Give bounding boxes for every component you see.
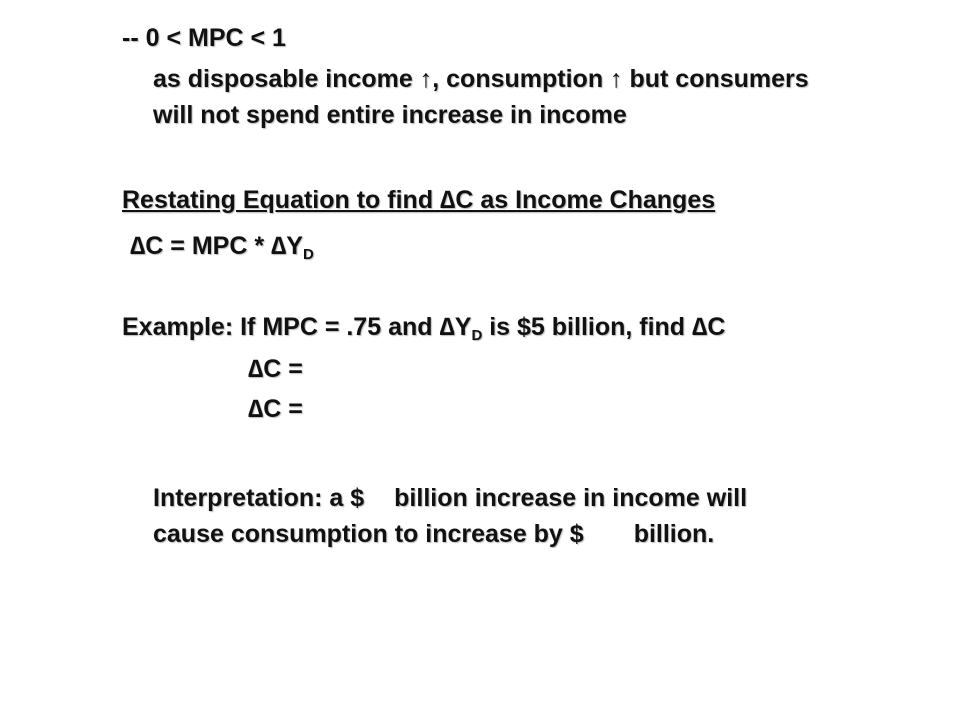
interpretation-part-2a: cause consumption to increase by $: [153, 520, 584, 548]
interpretation-part-1b: billion increase in income will: [394, 484, 748, 512]
equation-subscript: D: [303, 246, 314, 263]
interpretation-line-2: [153, 521, 714, 547]
explanation-line-2: will not spend entire increase in income: [153, 101, 627, 129]
delta-c-equation: [130, 232, 314, 263]
interpretation-part-1a: Interpretation: a $: [153, 484, 365, 512]
interpretation-line-1: [153, 485, 747, 511]
work-step-1: ∆C =: [248, 355, 303, 383]
equation-main: ∆C = MPC * ∆Y: [130, 232, 303, 260]
section-heading: Restating Equation to find ∆C as Income Changes: [122, 186, 716, 214]
example-subscript: D: [471, 327, 483, 344]
example-line: [122, 313, 726, 344]
work-step-2: ∆C =: [248, 395, 303, 423]
mpc-range-line: -- 0 < MPC < 1: [122, 24, 286, 52]
explanation-line-1: as disposable income ↑, consumption ↑ but consumers: [153, 65, 809, 93]
example-suffix: is $5 billion, find ∆C: [482, 313, 726, 341]
example-prefix: Example: If MPC = .75 and ∆Y: [122, 313, 472, 341]
interpretation-part-2b: billion.: [633, 520, 715, 548]
